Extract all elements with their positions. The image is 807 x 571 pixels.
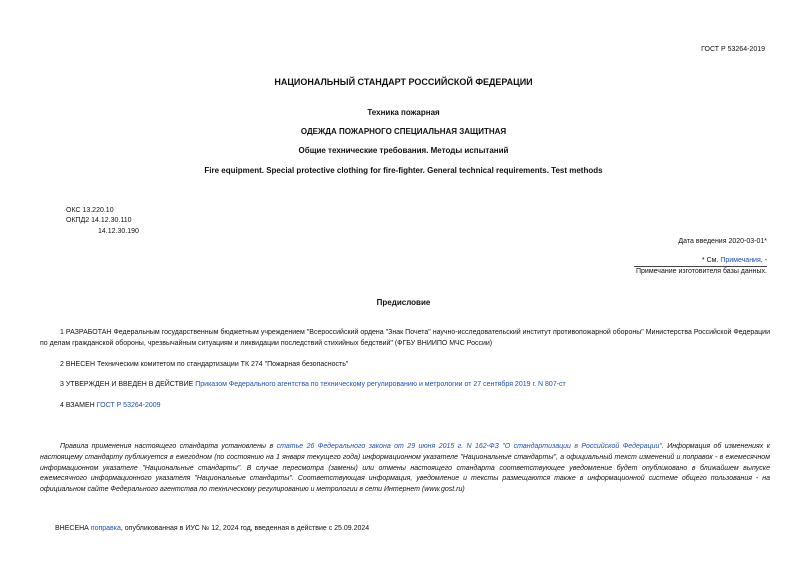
preface-item-4-label: 4 ВЗАМЕН: [60, 402, 95, 409]
preface-item-2: 2 ВНЕСЕН Техническим комитетом по стандартизации ТК 274 "Пожарная безопасность": [60, 361, 349, 368]
amendment-link[interactable]: поправка: [90, 525, 121, 532]
preface-item-4: [60, 401, 770, 412]
document-title: ОДЕЖДА ПОЖАРНОГО СПЕЦИАЛЬНАЯ ЗАЩИТНАЯ: [300, 127, 507, 136]
note-divider: [634, 266, 767, 267]
notes-link[interactable]: Примечания: [720, 257, 761, 264]
rules-text-1: Правила применения настоящего стандарта установлены в: [60, 443, 274, 450]
standard-type-heading: НАЦИОНАЛЬНЫЙ СТАНДАРТ РОССИЙСКОЙ ФЕДЕРАЦИИ: [274, 77, 533, 87]
preface-item-3: [60, 380, 770, 391]
preface-heading: Предисловие: [376, 298, 431, 307]
introduction-date: Дата введения 2020-03-01*: [678, 238, 767, 245]
english-title: Fire equipment. Special protective clothing for fire-fighter. General technical requirements. Test methods: [204, 166, 603, 175]
amendment-note: [55, 524, 770, 535]
note-suffix: . -: [760, 257, 767, 264]
federal-law-link[interactable]: статье 26 Федерального закона от 29 июня 2015 г. N 162-ФЗ "О стандартизации в Российской Федерации": [276, 443, 662, 450]
amendment-prefix: ВНЕСЕНА: [55, 525, 89, 532]
rules-text-2: . Информация об изменениях к настоящему стандарту публикуется в ежегодном (по состоянию на 1 января текущего года) информационном указателе "Национальные стандарты", а официальный текст изменений и поправок - в ежемесячном информационном указателе "Национальные стандарты". В случае пересмотра (замены) или отмены настоящего стандарта соответствующее уведомление будет опубликовано в ближайшем выпуске ежемесячного информационного указателя "Национальные стандарты". Соответствующая информация, уведомление и тексты размещаются также в информационной системе общего пользования - на официальном сайте Федерального агентства по техническому регулированию и метрологии в сети Интернет (www.gost.ru): [40, 443, 771, 494]
previous-standard-link[interactable]: ГОСТ Р 53264-2009: [96, 402, 161, 409]
database-note: [702, 257, 767, 264]
application-rules-paragraph: [40, 442, 770, 496]
document-code: ГОСТ Р 53264-2019: [701, 46, 765, 53]
note-prefix: * См.: [701, 257, 719, 264]
okpd-code-1: ОКПД2 14.12.30.110: [66, 217, 132, 224]
database-note-line2: Примечание изготовителя базы данных.: [635, 268, 767, 275]
preface-item-1: 1 РАЗРАБОТАН Федеральным государственным бюджетным учреждением "Всероссийский ордена "Знак Почета" научно-исследовательский институт противопожарной обороны" Министерства Российской Федерации по делам гражданской обороны, чрезвычайным ситуациям и ликвидации последствий стихийных бедствий" (ФГБУ ВНИИПО МЧС России): [40, 329, 770, 347]
order-link[interactable]: Приказом Федерального агентства по техническому регулированию и метрологии от 27 сентября 2019 г. N 807-ст: [195, 381, 566, 388]
subject-heading: Техника пожарная: [367, 108, 440, 117]
oks-code: ОКС 13.220.10: [66, 207, 114, 214]
document-subtitle: Общие технические требования. Методы испытаний: [298, 146, 509, 155]
okpd-code-2: 14.12.30.190: [98, 228, 139, 235]
preface-item-3-label: 3 УТВЕРЖДЕН И ВВЕДЕН В ДЕЙСТВИЕ: [60, 381, 194, 388]
amendment-suffix: , опубликованная в ИУС № 12, 2024 год, введенная в действие с 25.09.2024: [120, 525, 370, 532]
